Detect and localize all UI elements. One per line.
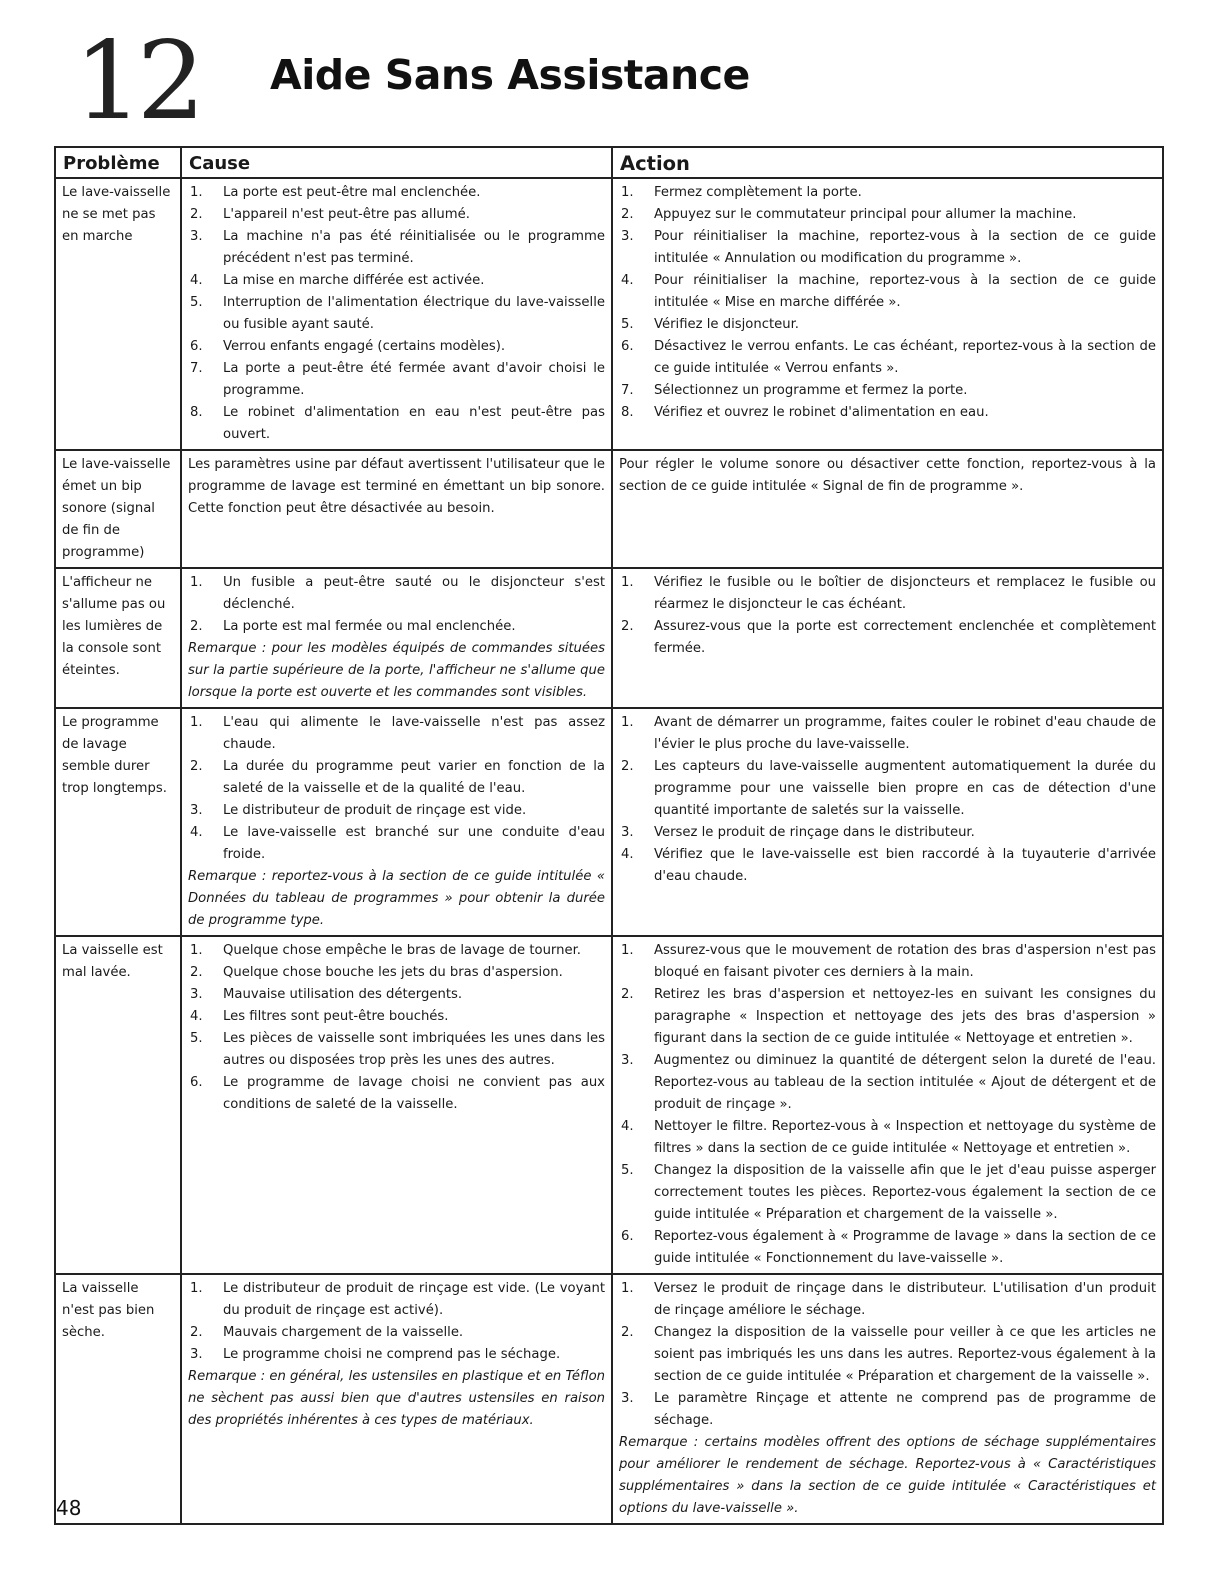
action-note: Remarque : certains modèles offrent des options de séchage supplémentaires pour améliorer le rendement de séchage. Reportez-vous à « Caractéristiques supplémentaires » dans la section de ce guide intitulée « Caractéristiques et options du lave-vaisselle ». bbox=[619, 1435, 1156, 1516]
cause-item-text: Les pièces de vaisselle sont imbriquées les unes dans les autres ou disposées trop près les unes des autres. bbox=[223, 1031, 605, 1068]
cause-item-text: L'appareil n'est peut-être pas allumé. bbox=[223, 207, 470, 222]
action-item bbox=[619, 712, 1156, 756]
action-item-number: 7. bbox=[621, 383, 634, 398]
action-item-number: 2. bbox=[621, 619, 634, 634]
action-item bbox=[619, 402, 1156, 424]
cause-item-number: 1. bbox=[190, 185, 203, 200]
action-item-number: 1. bbox=[621, 185, 634, 200]
cause-item bbox=[188, 204, 605, 226]
action-item bbox=[619, 572, 1156, 616]
cause-cell bbox=[181, 708, 612, 936]
action-item-number: 1. bbox=[621, 943, 634, 958]
cause-item bbox=[188, 402, 605, 446]
cause-item bbox=[188, 940, 605, 962]
table-row bbox=[55, 178, 1163, 450]
action-item-text: Vérifiez le disjoncteur. bbox=[654, 317, 799, 332]
action-item bbox=[619, 226, 1156, 270]
cause-cell bbox=[181, 1274, 612, 1524]
action-item bbox=[619, 1322, 1156, 1388]
page-number: 48 bbox=[56, 1496, 82, 1520]
problem-cell: L'afficheur ne s'allume pas ou les lumières de la console sont éteintes. bbox=[55, 568, 181, 708]
cause-item-number: 2. bbox=[190, 619, 203, 634]
cause-item-number: 3. bbox=[190, 1347, 203, 1362]
cause-item-text: Quelque chose empêche le bras de lavage de tourner. bbox=[223, 943, 581, 958]
action-item-text: Retirez les bras d'aspersion et nettoyez-les en suivant les consignes du paragraphe « Inspection et nettoyage des jets des bras d'aspersion » figurant dans la section de ce guide intitulée « Nettoyage et entretien ». bbox=[654, 987, 1156, 1046]
problem-cell: La vaisselle n'est pas bien sèche. bbox=[55, 1274, 181, 1524]
troubleshooting-table bbox=[54, 146, 1164, 1525]
action-item-text: Pour réinitialiser la machine, reportez-vous à la section de ce guide intitulée « Annulation ou modification du programme ». bbox=[654, 229, 1156, 266]
cause-note: Remarque : pour les modèles équipés de commandes situées sur la partie supérieure de la porte, l'afficheur ne s'allume que lorsque la porte est ouverte et les commandes sont visibles. bbox=[188, 641, 605, 700]
action-item-number: 2. bbox=[621, 759, 634, 774]
cause-item-number: 2. bbox=[190, 759, 203, 774]
cause-item-text: Le distributeur de produit de rinçage est vide. bbox=[223, 803, 527, 818]
action-item bbox=[619, 380, 1156, 402]
action-item bbox=[619, 756, 1156, 822]
cause-item-number: 1. bbox=[190, 575, 203, 590]
problem-cell: Le programme de lavage semble durer trop longtemps. bbox=[55, 708, 181, 936]
action-item bbox=[619, 336, 1156, 380]
cause-item bbox=[188, 358, 605, 402]
header-action: Action bbox=[612, 147, 1163, 178]
cause-item-text: Mauvais chargement de la vaisselle. bbox=[223, 1325, 464, 1340]
action-item bbox=[619, 984, 1156, 1050]
action-item bbox=[619, 314, 1156, 336]
cause-item-number: 2. bbox=[190, 1325, 203, 1340]
table-row bbox=[55, 936, 1163, 1274]
cause-item-number: 4. bbox=[190, 825, 203, 840]
action-item-number: 3. bbox=[621, 825, 634, 840]
action-item-number: 5. bbox=[621, 1163, 634, 1178]
action-item-number: 2. bbox=[621, 207, 634, 222]
action-item-text: Avant de démarrer un programme, faites couler le robinet d'eau chaude de l'évier le plus proche du lave-vaisselle. bbox=[654, 715, 1156, 752]
cause-note: Remarque : reportez-vous à la section de ce guide intitulée « Données du tableau de programmes » pour obtenir la durée de programme type. bbox=[188, 869, 605, 928]
chapter-number: 12 bbox=[74, 19, 200, 144]
action-item-text: Le paramètre Rinçage et attente ne comprend pas de programme de séchage. bbox=[654, 1391, 1156, 1428]
action-item bbox=[619, 616, 1156, 660]
action-item-text: Les capteurs du lave-vaisselle augmentent automatiquement la durée du programme pour une vaisselle bien propre en cas de détection d'une quantité importante de saletés sur la vaisselle. bbox=[654, 759, 1156, 818]
cause-item bbox=[188, 336, 605, 358]
cause-item-number: 1. bbox=[190, 1281, 203, 1296]
action-item-number: 1. bbox=[621, 715, 634, 730]
cause-item bbox=[188, 270, 605, 292]
action-item bbox=[619, 1278, 1156, 1322]
action-item-number: 1. bbox=[621, 575, 634, 590]
action-item bbox=[619, 1226, 1156, 1270]
cause-item-number: 5. bbox=[190, 1031, 203, 1046]
action-item bbox=[619, 204, 1156, 226]
action-item-number: 4. bbox=[621, 847, 634, 862]
cause-item-number: 4. bbox=[190, 273, 203, 288]
cause-list bbox=[188, 182, 605, 446]
cause-cell bbox=[181, 936, 612, 1274]
action-item-text: Vérifiez et ouvrez le robinet d'alimentation en eau. bbox=[654, 405, 989, 420]
cause-item bbox=[188, 962, 605, 984]
cause-item-number: 2. bbox=[190, 965, 203, 980]
action-item-text: Versez le produit de rinçage dans le distributeur. bbox=[654, 825, 975, 840]
action-item-text: Désactivez le verrou enfants. Le cas échéant, reportez-vous à la section de ce guide intitulée « Verrou enfants ». bbox=[654, 339, 1156, 376]
cause-item-number: 1. bbox=[190, 943, 203, 958]
action-item bbox=[619, 844, 1156, 888]
cause-item-number: 3. bbox=[190, 987, 203, 1002]
cause-item-text: Le robinet d'alimentation en eau n'est peut-être pas ouvert. bbox=[223, 405, 605, 442]
cause-item bbox=[188, 1322, 605, 1344]
action-item bbox=[619, 1160, 1156, 1226]
action-item-number: 2. bbox=[621, 1325, 634, 1340]
action-item-text: Sélectionnez un programme et fermez la porte. bbox=[654, 383, 968, 398]
cause-item-text: La porte est peut-être mal enclenchée. bbox=[223, 185, 481, 200]
action-item bbox=[619, 940, 1156, 984]
cause-item-number: 6. bbox=[190, 339, 203, 354]
cause-item-text: Le programme choisi ne comprend pas le séchage. bbox=[223, 1347, 561, 1362]
table-header-row bbox=[55, 147, 1163, 178]
cause-item bbox=[188, 800, 605, 822]
cause-item bbox=[188, 984, 605, 1006]
cause-item bbox=[188, 1006, 605, 1028]
action-item-number: 3. bbox=[621, 1053, 634, 1068]
cause-list bbox=[188, 572, 605, 638]
action-item-text: Versez le produit de rinçage dans le distributeur. L'utilisation d'un produit de rinçage améliore le séchage. bbox=[654, 1281, 1156, 1318]
cause-item-text: Le programme de lavage choisi ne convient pas aux conditions de saleté de la vaisselle. bbox=[223, 1075, 605, 1112]
cause-item-text: L'eau qui alimente le lave-vaisselle n'est pas assez chaude. bbox=[223, 715, 605, 752]
problem-cell: Le lave-vaisselle ne se met pas en marche bbox=[55, 178, 181, 450]
action-item-text: Vérifiez le fusible ou le boîtier de disjoncteurs et remplacez le fusible ou réarmez le disjoncteur le cas échéant. bbox=[654, 575, 1156, 612]
table-row bbox=[55, 708, 1163, 936]
action-item bbox=[619, 1388, 1156, 1432]
action-item-text: Assurez-vous que la porte est correctement enclenchée et complètement fermée. bbox=[654, 619, 1156, 656]
action-text: Pour régler le volume sonore ou désactiver cette fonction, reportez-vous à la section de ce guide intitulée « Signal de fin de programme ». bbox=[619, 457, 1156, 494]
action-cell bbox=[612, 1274, 1163, 1524]
action-item-number: 6. bbox=[621, 339, 634, 354]
action-item bbox=[619, 1050, 1156, 1116]
action-list bbox=[619, 182, 1156, 424]
action-item-text: Vérifiez que le lave-vaisselle est bien raccordé à la tuyauterie d'arrivée d'eau chaude. bbox=[654, 847, 1156, 884]
action-item-text: Fermez complètement la porte. bbox=[654, 185, 862, 200]
action-item-text: Changez la disposition de la vaisselle pour veiller à ce que les articles ne soient pas imbriqués les uns dans les autres. Reportez-vous également à la section de ce guide intitulée « Préparation et chargement de la vaisselle ». bbox=[654, 1325, 1156, 1384]
cause-item-text: Les filtres sont peut-être bouchés. bbox=[223, 1009, 449, 1024]
cause-item-text: Un fusible a peut-être sauté ou le disjoncteur s'est déclenché. bbox=[223, 575, 605, 612]
action-item-text: Changez la disposition de la vaisselle afin que le jet d'eau puisse asperger correctement toutes les pièces. Reportez-vous également la section de ce guide intitulée « Préparation et chargement de la vaisselle ». bbox=[654, 1163, 1156, 1222]
table-row bbox=[55, 450, 1163, 568]
cause-item-text: Le lave-vaisselle est branché sur une conduite d'eau froide. bbox=[223, 825, 605, 862]
cause-item bbox=[188, 226, 605, 270]
action-item-text: Nettoyer le filtre. Reportez-vous à « Inspection et nettoyage du système de filtres » dans la section de ce guide intitulée « Nettoyage et entretien ». bbox=[654, 1119, 1156, 1156]
action-item-text: Appuyez sur le commutateur principal pour allumer la machine. bbox=[654, 207, 1077, 222]
table-body bbox=[55, 178, 1163, 1524]
cause-item-text: La porte est mal fermée ou mal enclenchée. bbox=[223, 619, 516, 634]
table-row bbox=[55, 568, 1163, 708]
cause-item-text: Interruption de l'alimentation électrique du lave-vaisselle ou fusible ayant sauté. bbox=[223, 295, 605, 332]
action-list bbox=[619, 1278, 1156, 1432]
action-item-number: 4. bbox=[621, 273, 634, 288]
header-cause: Cause bbox=[181, 147, 612, 178]
cause-item bbox=[188, 572, 605, 616]
cause-item bbox=[188, 712, 605, 756]
action-item-number: 5. bbox=[621, 317, 634, 332]
cause-note: Remarque : en général, les ustensiles en plastique et en Téflon ne sèchent pas aussi bien que d'autres ustensiles en raison des propriétés inhérentes à ces types de matériaux. bbox=[188, 1369, 605, 1428]
cause-cell bbox=[181, 450, 612, 568]
action-item-number: 3. bbox=[621, 1391, 634, 1406]
action-cell bbox=[612, 936, 1163, 1274]
cause-item-text: La durée du programme peut varier en fonction de la saleté de la vaisselle et de la qualité de l'eau. bbox=[223, 759, 605, 796]
cause-list bbox=[188, 712, 605, 866]
action-item bbox=[619, 1116, 1156, 1160]
cause-item bbox=[188, 292, 605, 336]
cause-cell bbox=[181, 568, 612, 708]
cause-item-number: 7. bbox=[190, 361, 203, 376]
action-item-text: Assurez-vous que le mouvement de rotation des bras d'aspersion n'est pas bloqué en faisant pivoter ces derniers à la main. bbox=[654, 943, 1156, 980]
table-row bbox=[55, 1274, 1163, 1524]
action-item-number: 1. bbox=[621, 1281, 634, 1296]
cause-item-number: 2. bbox=[190, 207, 203, 222]
page-title: Aide Sans Assistance bbox=[270, 51, 750, 99]
cause-item-number: 4. bbox=[190, 1009, 203, 1024]
action-cell bbox=[612, 450, 1163, 568]
action-cell bbox=[612, 708, 1163, 936]
cause-list bbox=[188, 940, 605, 1116]
action-item bbox=[619, 270, 1156, 314]
cause-list bbox=[188, 1278, 605, 1366]
cause-item-text: Verrou enfants engagé (certains modèles). bbox=[223, 339, 506, 354]
action-cell bbox=[612, 178, 1163, 450]
action-item-number: 6. bbox=[621, 1229, 634, 1244]
cause-item-number: 1. bbox=[190, 715, 203, 730]
cause-item-number: 5. bbox=[190, 295, 203, 310]
cause-item-number: 6. bbox=[190, 1075, 203, 1090]
action-cell bbox=[612, 568, 1163, 708]
cause-item bbox=[188, 1028, 605, 1072]
cause-item bbox=[188, 1344, 605, 1366]
action-item-number: 2. bbox=[621, 987, 634, 1002]
cause-item bbox=[188, 756, 605, 800]
action-item bbox=[619, 822, 1156, 844]
action-list bbox=[619, 940, 1156, 1270]
cause-item-text: La porte a peut-être été fermée avant d'avoir choisi le programme. bbox=[223, 361, 605, 398]
cause-item bbox=[188, 616, 605, 638]
cause-item-text: Quelque chose bouche les jets du bras d'aspersion. bbox=[223, 965, 563, 980]
cause-text: Les paramètres usine par défaut avertissent l'utilisateur que le programme de lavage est terminé en émettant un bip sonore. Cette fonction peut être désactivée au besoin. bbox=[188, 457, 605, 516]
problem-cell: Le lave-vaisselle émet un bip sonore (signal de fin de programme) bbox=[55, 450, 181, 568]
cause-item-text: La mise en marche différée est activée. bbox=[223, 273, 485, 288]
cause-item-text: La machine n'a pas été réinitialisée ou le programme précédent n'est pas terminé. bbox=[223, 229, 605, 266]
cause-item bbox=[188, 1278, 605, 1322]
action-item-number: 8. bbox=[621, 405, 634, 420]
action-list bbox=[619, 572, 1156, 660]
action-item-number: 3. bbox=[621, 229, 634, 244]
cause-item bbox=[188, 822, 605, 866]
cause-cell bbox=[181, 178, 612, 450]
header-problem: Problème bbox=[55, 147, 181, 178]
cause-item-text: Le distributeur de produit de rinçage est vide. (Le voyant du produit de rinçage est activé). bbox=[223, 1281, 605, 1318]
cause-item bbox=[188, 1072, 605, 1116]
action-item-text: Pour réinitialiser la machine, reportez-vous à la section de ce guide intitulée « Mise en marche différée ». bbox=[654, 273, 1156, 310]
cause-item-number: 8. bbox=[190, 405, 203, 420]
problem-cell: La vaisselle est mal lavée. bbox=[55, 936, 181, 1274]
action-item-text: Augmentez ou diminuez la quantité de détergent selon la dureté de l'eau. Reportez-vous au tableau de la section intitulée « Ajout de détergent et de produit de rinçage ». bbox=[654, 1053, 1156, 1112]
cause-item-number: 3. bbox=[190, 803, 203, 818]
action-item-text: Reportez-vous également à « Programme de lavage » dans la section de ce guide intitulée « Fonctionnement du lave-vaisselle ». bbox=[654, 1229, 1156, 1266]
action-list bbox=[619, 712, 1156, 888]
action-item-number: 4. bbox=[621, 1119, 634, 1134]
cause-item-text: Mauvaise utilisation des détergents. bbox=[223, 987, 463, 1002]
cause-item-number: 3. bbox=[190, 229, 203, 244]
cause-item bbox=[188, 182, 605, 204]
action-item bbox=[619, 182, 1156, 204]
